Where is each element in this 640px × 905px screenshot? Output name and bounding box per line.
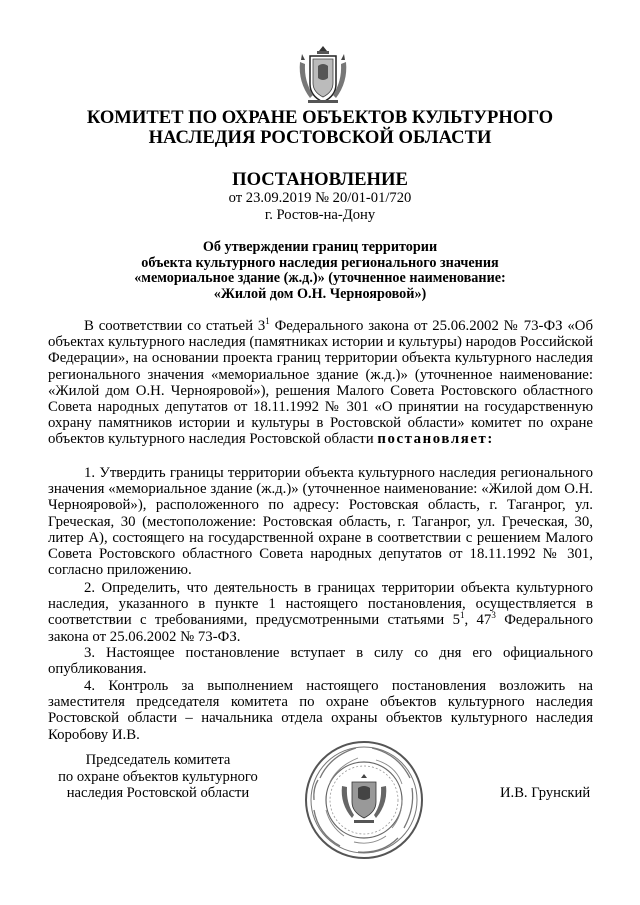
- committee-name: [40, 108, 600, 148]
- subject-line3: «мемориальное здание (ж.д.)» (уточненное наименование:: [134, 270, 506, 287]
- preamble-text-b: Федерального закона от 25.06.2002 № 73-ФЗ «Об объектах культурного наследия (памятниках истории и культуры) народов Российской Федерации», на основании проекта границ территории объекта культурного наследия регионального значения «мемориальное здание (ж.д.)» (уточненное наименование: «Жилой дом О.Н. Чернояровой»), решения Малого Совета Ростовского областного Совета народных депутатов от 18.11.1992 № 301 «О принятии на государственную охрану памятников истории и культуры в Ростовской области» комитет по охране объектов культурного наследия Ростовской области: [48, 318, 593, 448]
- signatory-name: И.В. Грунский: [500, 785, 591, 801]
- signatory-position-line3: наследия Ростовской области: [66, 785, 250, 801]
- signatory-position-line1: Председатель комитета: [85, 752, 231, 768]
- decree-word: постановляет:: [377, 431, 494, 448]
- preamble-paragraph: [48, 318, 593, 448]
- item-1-paragraph: 1. Утвердить границы территории объекта культурного наследия регионального значения «мемориальное здание (ж.д.)» (уточненное наименование: «Жилой дом О.Н. Чернояровой»), расположенного по адресу: Ростовская область, г. Таганрог, ул. Греческая, 30 (местоположение: Ростовская область, г. Таганрог, ул. Греческая, 30, литер А), состоящего на государственной охране в соответствии с решением Малого Совета Ростовского областного Совета народных депутатов от 18.11.1992 № 301, согласно приложению.: [48, 465, 593, 579]
- item-2-paragraph: [48, 580, 593, 645]
- official-seal-stamp: [300, 738, 428, 862]
- subject-line1: Об утверждении границ территории: [202, 239, 438, 255]
- item-3-paragraph: 3. Настоящее постановление вступает в силу со дня его официального опубликования.: [48, 645, 593, 678]
- committee-name-line1: КОМИТЕТ ПО ОХРАНЕ ОБЪЕКТОВ КУЛЬТУРНОГО: [86, 107, 554, 128]
- signatory-position: [48, 752, 268, 802]
- document-subject: [60, 240, 580, 302]
- subject-line4: «Жилой дом О.Н. Чернояровой»): [213, 285, 427, 302]
- subject-line2: объекта культурного наследия регионального значения: [141, 254, 499, 271]
- coat-of-arms-icon: [296, 44, 350, 106]
- preamble-text-a: В соответствии со статьей 3: [84, 318, 266, 334]
- document-type: ПОСТАНОВЛЕНИЕ: [232, 169, 408, 190]
- signatory-position-line2: по охране объектов культурного: [58, 768, 258, 785]
- item-2-superscript-1: 1: [459, 610, 465, 621]
- document-city: г. Ростов-на-Дону: [264, 207, 376, 223]
- preamble-superscript: 1: [265, 316, 270, 327]
- item-4-paragraph: 4. Контроль за выполнением настоящего постановления возложить на заместителя председателя комитета по охране объектов культурного наследия Ростовской области – начальника отдела охраны объектов культурного наследия Коробову И.В.: [48, 678, 593, 743]
- document-date-number: от 23.09.2019 № 20/01-01/720: [228, 190, 412, 206]
- item-2-text-a: 2. Определить, что деятельность в границах территории объекта культурного наследия, указанного в пункте 1 настоящего постановления, осуществляется в соответствии с требованиями, предусмотренными статьями 5: [48, 580, 593, 629]
- item-2-text-b: , 47: [464, 612, 492, 629]
- item-2-text-c: Федерального закона от 25.06.2002 № 73-ФЗ.: [48, 612, 593, 645]
- item-2-superscript-2: 3: [491, 610, 496, 621]
- committee-name-line2: НАСЛЕДИЯ РОСТОВСКОЙ ОБЛАСТИ: [148, 127, 492, 148]
